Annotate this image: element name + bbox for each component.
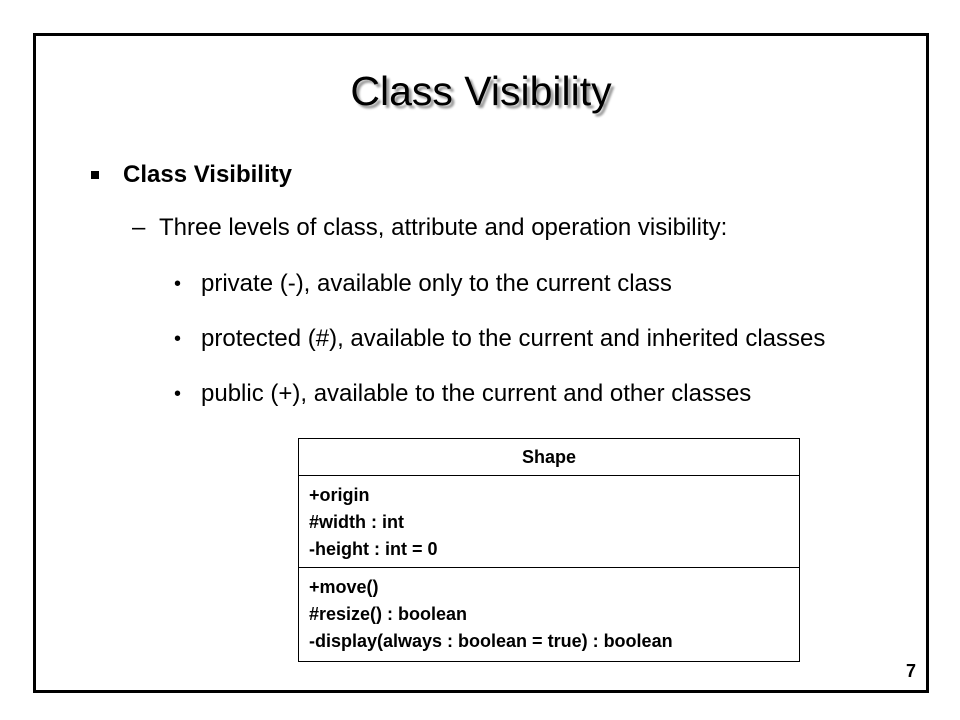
uml-operation: #resize() : boolean — [309, 604, 468, 624]
square-bullet-icon — [91, 171, 99, 179]
uml-class-diagram — [298, 438, 800, 662]
bullet-level3-text: protected (#), available to the current and inherited classes — [201, 325, 826, 352]
uml-operation: +move() — [309, 577, 379, 597]
uml-operation: -display(always : boolean = true) : boolean — [309, 631, 673, 651]
bullet-level2-text: Three levels of class, attribute and operation visibility: — [159, 214, 728, 241]
dot-bullet-icon: • — [174, 383, 182, 405]
uml-class-name: Shape — [299, 439, 799, 476]
bullet-level3-text: private (-), available only to the current class — [201, 270, 672, 297]
slide-title: Class Visibility — [350, 68, 612, 114]
uml-attribute: #width : int — [309, 512, 404, 532]
slide — [33, 33, 929, 693]
uml-attributes-compartment — [299, 476, 799, 568]
dot-bullet-icon: • — [174, 328, 182, 350]
page-number: 7 — [905, 661, 916, 681]
uml-attribute: -height : int = 0 — [309, 539, 438, 559]
dash-bullet-icon: – — [132, 214, 146, 241]
bullet-level3-text: public (+), available to the current and other classes — [201, 380, 752, 407]
dot-bullet-icon: • — [174, 273, 182, 295]
uml-operations-compartment — [299, 568, 799, 661]
uml-attribute: +origin — [309, 485, 370, 505]
bullet-level1-text: Class Visibility — [123, 161, 292, 188]
